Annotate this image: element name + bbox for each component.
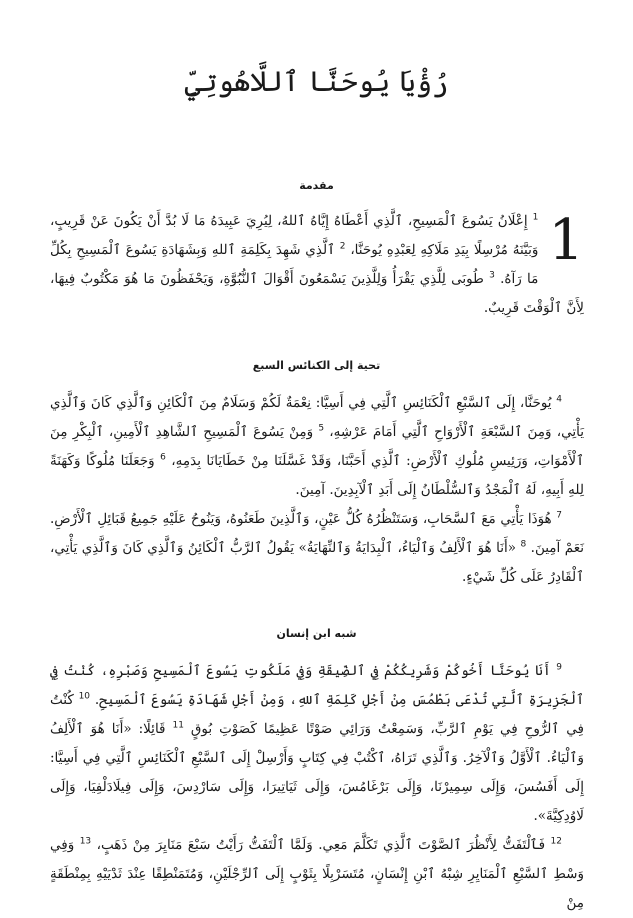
section-heading-greeting: تحية إلى الكنائس السبع [252, 359, 381, 372]
verse-text: وَفِي وَسْطِ ٱلسَّبْعِ ٱلْمَنَايِرِ شِبْهُ ٱبْنِ إِنْسَانٍ، مُتَسَرْبِلًا بِثَوْبٍ إِلَى ٱلرِّجْلَيْنِ، وَمُتَمَنْطِقًا عِنْدَ ثَدْيَيْهِ بِمِنْطَقَةٍ مِنْ [50, 837, 584, 911]
section-heading-introduction: مقدمة [299, 179, 334, 192]
verse-text: «أَنَا هُوَ ٱلْأَلِفُ وَٱلْيَاءُ، ٱلْبِدَايَةُ وَٱلنِّهَايَةُ» يَقُولُ ٱلرَّبُّ ٱلْكَائِنُ وَٱلَّذِي كَانَ وَٱلَّذِي يَأْتِي، ٱلْقَادِرُ عَلَى كُلِّ شَيْءٍ. [50, 540, 584, 585]
verse-text: يُوحَنَّا، إِلَى ٱلسَّبْعِ ٱلْكَنَائِسِ ٱلَّتِي فِي أَسِيَّا: نِعْمَةٌ لَكُمْ وَسَلَامٌ مِنَ ٱلْكَائِنِ وَٱلَّذِي كَانَ وَٱلَّذِي يَأْتِي، وَمِنَ ٱلسَّبْعَةِ ٱلْأَرْوَاحِ ٱلَّتِي أَمَامَ عَرْشِهِ، [50, 395, 584, 440]
verse-number: 2 [339, 241, 346, 252]
verse-number: 10 [78, 691, 91, 702]
verse-text: إِعْلَانُ يَسُوعَ ٱلْمَسِيحِ، ٱلَّذِي أَعْطَاهُ إِيَّاهُ ٱللهُ، لِيُرِيَ عَبِيدَهُ مَا لَا بُدَّ أَنْ يَكُونَ عَنْ قَرِيبٍ، وَبَيَّنَهُ مُرْسِلًا بِيَدِ مَلَاكِهِ لِعَبْدِهِ يُوحَنَّا، [50, 213, 539, 258]
book-title: رُؤْيَا يُوحَنَّا ٱللَّاهُوتِيِّ [184, 65, 449, 98]
paragraph [50, 389, 584, 505]
section-body-greeting [50, 389, 584, 592]
section-body-introduction [50, 207, 584, 323]
section-body-son-of-man [50, 657, 584, 918]
verse-text: هُوَذَا يَأْتِي مَعَ ٱلسَّحَابِ، وَسَتَنْظُرُهُ كُلُّ عَيْنٍ، وَٱلَّذِينَ طَعَنُوهُ، وَيَنُوحُ عَلَيْهِ جَمِيعُ قَبَائِلِ ٱلْأَرْضِ. نَعَمْ آمِينَ. [50, 511, 584, 556]
section-heading-son-of-man: شبه ابن إنسان [276, 627, 357, 640]
verse-number: 13 [79, 836, 92, 847]
verse-text: أَنَا يُوحَنَّا أَخُوكُمْ وَشَرِيكُكُمْ فِي ٱلضِّيقَةِ وَفِي مَلَكُوتِ يَسُوعَ ٱلْمَسِيحِ وَصَبْرِهِ، كُنْتُ فِي ٱلْجَزِيرَةِ ٱلَّتِي تُدْعَى بَطْمُسَ مِنْ أَجْلِ كَلِمَةِ ٱللهِ، وَمِنْ أَجْلِ شَهَادَةِ يَسُوعَ ٱلْمَسِيحِ. [50, 663, 584, 708]
chapter-number: 1 [548, 208, 584, 273]
paragraph [50, 207, 584, 323]
verse-text: طُوبَى لِلَّذِي يَقْرَأُ وَلِلَّذِينَ يَسْمَعُونَ أَقْوَالَ ٱلنُّبُوَّةِ، وَيَحْفَظُونَ مَا هُوَ مَكْتُوبٌ فِيهَا، لِأَنَّ ٱلْوَقْتَ قَرِيبٌ. [50, 271, 584, 316]
verse-number: 6 [160, 452, 166, 463]
verse-number: 9 [556, 662, 562, 673]
paragraph [50, 831, 584, 918]
verse-number: 12 [550, 836, 562, 847]
verse-text: ٱلَّذِي شَهِدَ بِكَلِمَةِ ٱللهِ وَبِشَهَادَةِ يَسُوعَ ٱلْمَسِيحِ بِكُلِّ مَا رَآهُ. [50, 242, 539, 287]
verse-number: 8 [520, 539, 527, 550]
verse-number: 5 [318, 423, 325, 434]
verse-number: 3 [489, 270, 495, 281]
verse-number: 1 [532, 212, 539, 223]
paragraph [50, 657, 584, 831]
verse-number: 11 [172, 720, 184, 731]
verse-text: وَجَعَلَنَا مُلُوكًا وَكَهَنَةً لِلهِ أَبِيهِ، لَهُ ٱلْمَجْدُ وَٱلسُّلْطَانُ إِلَى أَبَدِ ٱلْآبِدِينَ. آمِينَ. [50, 453, 584, 498]
verse-text: كُنْتُ فِي ٱلرُّوحِ فِي يَوْمِ ٱلرَّبِّ، وَسَمِعْتُ وَرَائِي صَوْتًا عَظِيمًا كَصَوْتِ بُوقٍ [50, 692, 585, 737]
verse-number: 4 [556, 394, 562, 405]
verse-text: فَٱلْتَفَتُّ لِأَنْظُرَ ٱلصَّوْتَ ٱلَّذِي تَكَلَّمَ مَعِي. وَلَمَّا ٱلْتَفَتُّ رَأَيْتُ سَبْعَ مَنَايِرَ مِنْ ذَهَبٍ، [91, 837, 551, 853]
verse-text: قَائِلًا: «أَنَا هُوَ ٱلْأَلِفُ وَٱلْيَاءُ. ٱلْأَوَّلُ وَٱلْآخِرُ. وَٱلَّذِي تَرَاهُ، ٱكْتُبْ فِي كِتَابٍ وَأَرْسِلْ إِلَى ٱلسَّبْعِ ٱلْكَنَائِسِ ٱلَّتِي فِي أَسِيَّا: إِلَى أَفَسُسَ، وَإِلَى سِمِيرْنَا، وَإِلَى بَرْغَامُسَ، وَإِلَى ثَيَاتِيرَا، وَإِلَى سَارْدِسَ، وَإِلَى فِيلَادَلْفِيَا، وَإِلَى لَاوُدِكِيَّةَ». [50, 721, 584, 824]
verse-text: وَمِنْ يَسُوعَ ٱلْمَسِيحِ ٱلشَّاهِدِ ٱلْأَمِينِ، ٱلْبِكْرِ مِنَ ٱلْأَمْوَاتِ، وَرَئِيسِ مُلُوكِ ٱلْأَرْضِ: ٱلَّذِي أَحَبَّنَا، وَقَدْ غَسَّلَنَا مِنْ خَطَايَانَا بِدَمِهِ، [50, 424, 584, 469]
paragraph [50, 505, 584, 592]
verse-number: 7 [556, 510, 562, 521]
